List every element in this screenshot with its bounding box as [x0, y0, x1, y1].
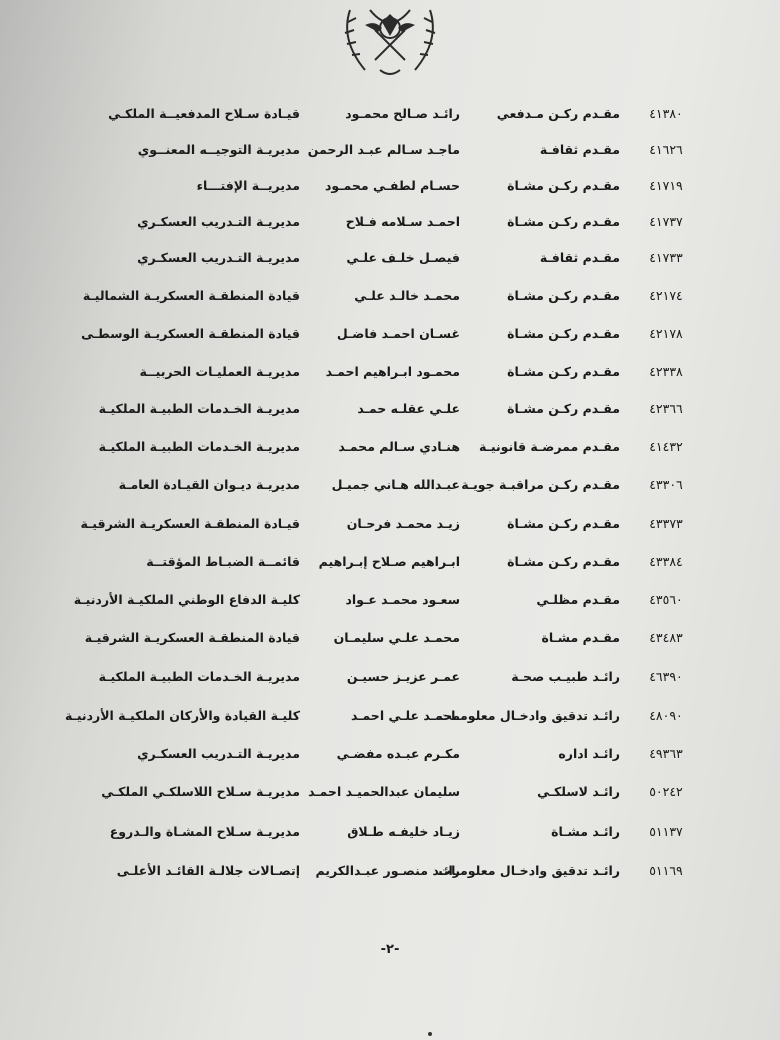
page-mark	[428, 1032, 432, 1036]
list-item	[0, 433, 780, 463]
officer-rank: مقـدم مشـاة	[541, 630, 620, 645]
list-item	[0, 702, 780, 732]
officer-rank: مقـدم ركـن مشـاة	[507, 178, 620, 193]
officer-unit: مديريـة سـلاح المشـاة والـدروع	[109, 824, 300, 839]
officer-name: ماجـد سـالم عبـد الرحمن	[307, 142, 460, 157]
list-item	[0, 395, 780, 425]
officer-rank: مقـدم ثقافـة	[539, 250, 620, 265]
officer-rank: مقـدم ركـن مشـاة	[507, 554, 620, 569]
list-item	[0, 740, 780, 770]
officer-unit: كليـة القيادة والأركان الملكيـة الأردنيـة	[64, 708, 300, 723]
list-item	[0, 548, 780, 578]
officer-unit: مديريـة التـدريب العسكـري	[137, 214, 300, 229]
list-item	[0, 586, 780, 616]
officer-rank: مقـدم ركـن مشـاة	[507, 364, 620, 379]
officer-number: ٤١٧٣٣	[649, 250, 683, 265]
officer-number: ٤١٧١٩	[649, 178, 683, 193]
officer-unit: قائمــة الضبـاط المؤقتــة	[146, 554, 300, 569]
officer-rank: رائـد اداره	[558, 746, 620, 761]
officer-name: زيـد محمـد فرحـان	[346, 516, 460, 531]
officer-name: محمـد علـي احمـد	[350, 708, 460, 723]
officer-unit: قيادة المنطقـة العسكريـة الشماليـة	[82, 288, 300, 303]
officer-unit: قيادة المنطقـة العسكريـة الوسطـى	[81, 326, 300, 341]
officer-rank: رائـد طبيـب صحـة	[511, 669, 620, 684]
officer-unit: مديريـة التـدريب العسكـري	[137, 746, 300, 761]
officer-name: غسـان احمـد فاضـل	[336, 326, 460, 341]
officer-name: زيـاد خليفـه طـلاق	[347, 824, 460, 839]
officer-number: ٤٣٣٠٦	[649, 477, 683, 492]
officer-unit: قيـادة المنطقـة العسكريـة الشرقيـة	[80, 516, 300, 531]
officer-unit: مديريـة التوجيــه المعنــوي	[137, 142, 300, 157]
list-item	[0, 282, 780, 312]
officer-unit: مديريـة العمليـات الحربيــة	[139, 364, 300, 379]
officer-rank: مقـدم ممرضـة قانونيـة	[479, 439, 620, 454]
list-item	[0, 208, 780, 238]
officer-number: ٤٣٣٨٤	[649, 554, 683, 569]
officer-unit: مديريـة ديـوان القيـادة العامـة	[118, 477, 300, 492]
officer-number: ٥١١٦٩	[649, 863, 683, 878]
officer-unit: مديريــة الإفتـــاء	[196, 178, 300, 193]
list-item	[0, 172, 780, 202]
officer-number: ٤٣٤٨٣	[649, 630, 683, 645]
officer-name: هنـادي سـالم محمـد	[338, 439, 460, 454]
officer-number: ٤٣٣٧٣	[649, 516, 683, 531]
officer-name: سعـود محمـد عـواد	[345, 592, 460, 607]
officer-unit: مديريـة الخـدمات الطبيـة الملكيـة	[98, 669, 300, 684]
list-item	[0, 663, 780, 693]
officer-unit: مديريـة الخـدمات الطبيـة الملكيـة	[98, 439, 300, 454]
officer-number: ٤٩٣٦٣	[649, 746, 683, 761]
officer-name: فيصـل خلـف علـي	[346, 250, 460, 265]
officer-number: ٤٦٣٩٠	[649, 669, 683, 684]
officer-name: مكـرم عبـده مفضـي	[336, 746, 460, 761]
officer-number: ٤١٦٢٦	[649, 142, 683, 157]
officer-number: ٤٨٠٩٠	[649, 708, 683, 723]
officer-number: ٥١١٣٧	[649, 824, 683, 839]
list-item	[0, 624, 780, 654]
list-item	[0, 818, 780, 848]
officer-rank: مقـدم مظلـي	[536, 592, 620, 607]
list-item	[0, 358, 780, 388]
officer-number: ٥٠٢٤٢	[649, 784, 683, 799]
officer-name: رائـد منصـور عبـدالكريم	[315, 863, 460, 878]
officer-rank: مقـدم ثقافـة	[539, 142, 620, 157]
list-item	[0, 136, 780, 166]
officer-number: ٤٢٣٣٨	[649, 364, 683, 379]
officer-name: حسـام لطفـي محمـود	[325, 178, 460, 193]
page-number: -٢-	[380, 942, 400, 957]
officer-rank: مقـدم ركـن مشـاة	[507, 401, 620, 416]
officer-rank: مقـدم ركـن مشـاة	[507, 516, 620, 531]
officer-rank: مقـدم ركـن مشـاة	[507, 214, 620, 229]
officer-rank: مقـدم ركـن مشـاة	[507, 326, 620, 341]
officer-unit: إتصـالات جلالـة القائـد الأعلـى	[116, 863, 300, 878]
officer-unit: قيـادة سـلاح المدفعيــة الملكـي	[108, 106, 300, 121]
officer-number: ٤٢١٧٨	[649, 326, 683, 341]
list-item	[0, 100, 780, 130]
list-item	[0, 320, 780, 350]
officer-rank: رائـد تدقيق وادخـال معلومـات	[438, 708, 620, 723]
officer-name: محمـد خالـد علـي	[354, 288, 460, 303]
list-item	[0, 471, 780, 501]
list-item	[0, 510, 780, 540]
officer-number: ٤٢٣٦٦	[649, 401, 683, 416]
officer-name: عمـر عزيـز حسيـن	[346, 669, 460, 684]
officer-name: احمـد سـلامه فـلاح	[345, 214, 460, 229]
officer-name: علـي عقلـه حمـد	[357, 401, 460, 416]
officer-number: ٤١٧٣٧	[649, 214, 683, 229]
officer-name: ابـراهيم صـلاح إبـراهيم	[318, 554, 460, 569]
military-emblem-icon	[330, 0, 450, 80]
officer-name: محمـود ابـراهيم احمـد	[325, 364, 460, 379]
officer-name: سليمان عبدالحميـد احمـد	[308, 784, 460, 799]
officer-unit: قيادة المنطقـة العسكريـة الشرقيـة	[84, 630, 300, 645]
officer-unit: مديريـة الخـدمات الطبيـة الملكيـة	[98, 401, 300, 416]
list-item	[0, 244, 780, 274]
officer-rank: مقـدم ركـن مشـاة	[507, 288, 620, 303]
list-item	[0, 857, 780, 887]
list-item	[0, 778, 780, 808]
officer-name: عبـدالله هـاني جميـل	[331, 477, 460, 492]
officer-name: محمـد علـي سليمـان	[333, 630, 460, 645]
officer-unit: مديريـة التـدريب العسكـري	[137, 250, 300, 265]
officer-number: ٤١٤٣٢	[649, 439, 683, 454]
officer-unit: كليـة الدفاع الوطني الملكيـة الأردنيـة	[73, 592, 300, 607]
officer-rank: مقـدم ركـن مراقبـة جويـة	[461, 477, 620, 492]
officer-rank: رائـد مشـاة	[551, 824, 620, 839]
officer-number: ٤٣٥٦٠	[649, 592, 683, 607]
officer-name: رائـد صـالح محمـود	[345, 106, 460, 121]
officer-number: ٤٢١٧٤	[649, 288, 683, 303]
officer-rank: رائـد لاسلكـي	[537, 784, 620, 799]
officer-rank: رائـد تدقيق وادخـال معلومـات	[438, 863, 620, 878]
officer-rank: مقـدم ركـن مـدفعي	[496, 106, 620, 121]
officer-number: ٤١٣٨٠	[649, 106, 683, 121]
officer-unit: مديريـة سـلاح اللاسلكـي الملكـي	[101, 784, 300, 799]
